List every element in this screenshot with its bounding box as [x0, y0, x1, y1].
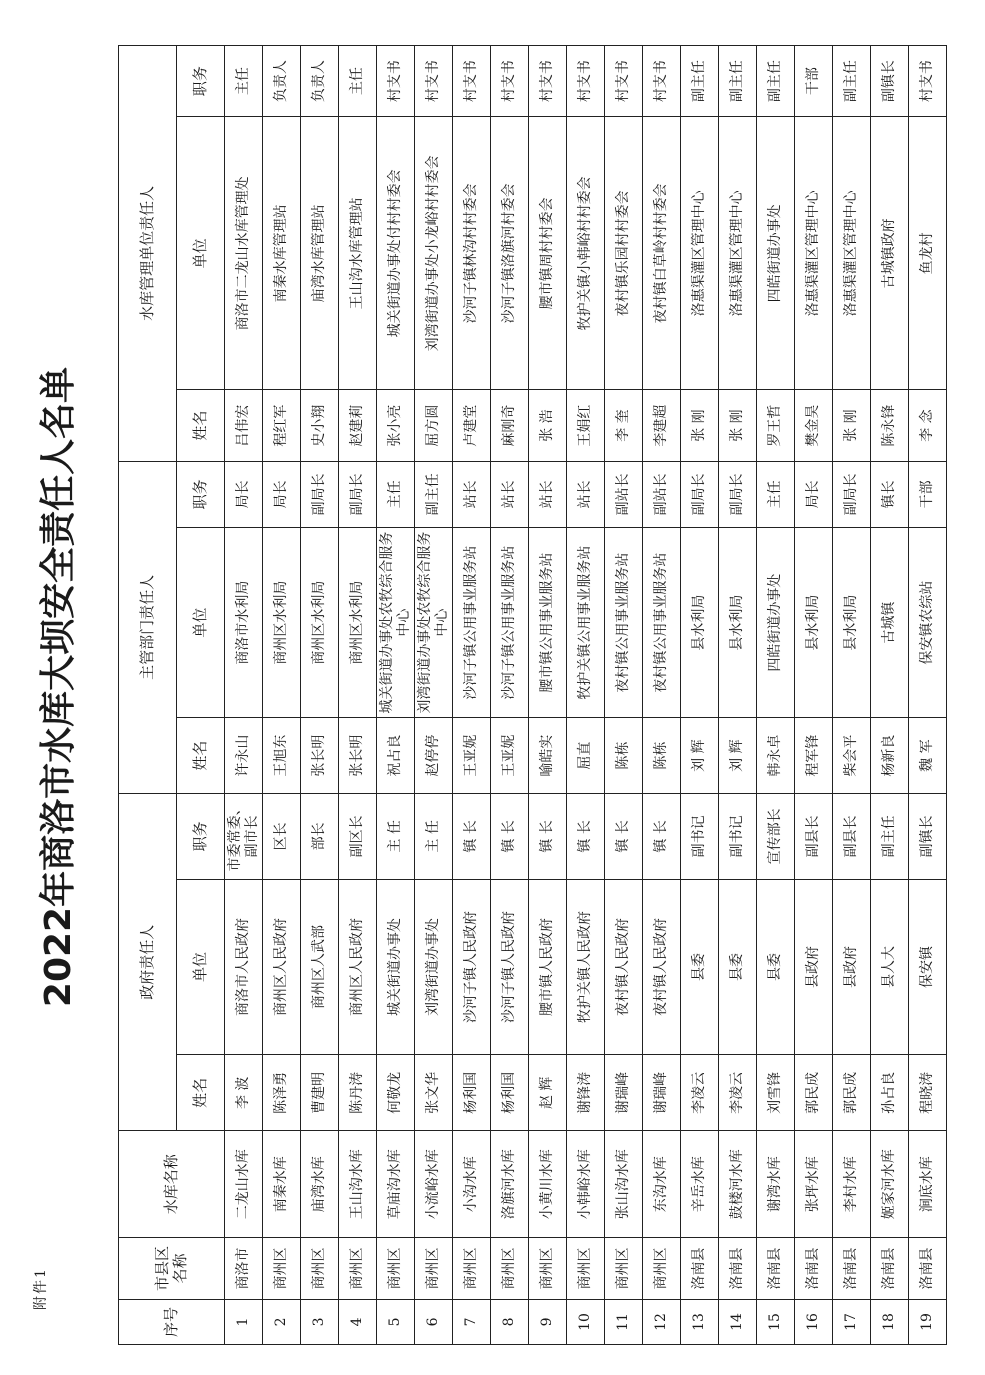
cell-dept-unit: 腰市镇公用事业服务站 [529, 528, 567, 718]
cell-gov-post: 副县长 [833, 794, 871, 879]
cell-mgmt-name: 李建超 [643, 390, 681, 461]
header-gov-unit: 单位 [177, 879, 225, 1055]
cell-dept-post: 副站长 [605, 461, 643, 527]
cell-mgmt-name: 麻刚奇 [491, 390, 529, 461]
cell-mgmt-name: 张 浩 [529, 390, 567, 461]
header-gov-post: 职务 [177, 794, 225, 879]
cell-mgmt-post: 副主任 [833, 46, 871, 117]
cell-county: 洛南县 [719, 1238, 757, 1300]
cell-dept-unit: 县水利局 [833, 528, 871, 718]
cell-dept-post: 镇长 [871, 461, 909, 527]
cell-seq: 14 [719, 1299, 757, 1344]
cell-gov-post: 副主任 [871, 794, 909, 879]
cell-seq: 9 [529, 1299, 567, 1344]
cell-dept-name: 柴会平 [833, 718, 871, 794]
cell-county: 洛南县 [757, 1238, 795, 1300]
cell-reservoir: 二龙山水库 [225, 1131, 263, 1238]
cell-gov-name: 曹建明 [301, 1055, 339, 1131]
attachment-label: 附件1 [33, 1267, 49, 1310]
header-dept-name: 姓名 [177, 718, 225, 794]
cell-dept-name: 王亚妮 [453, 718, 491, 794]
cell-mgmt-name: 罗王哲 [757, 390, 795, 461]
cell-gov-post: 市委常委、副市长 [225, 794, 263, 879]
cell-mgmt-post: 村支书 [377, 46, 415, 117]
table-row [301, 46, 339, 1345]
table-row [491, 46, 529, 1345]
cell-dept-unit: 县水利局 [719, 528, 757, 718]
cell-gov-name: 李凌云 [681, 1055, 719, 1131]
cell-mgmt-name: 赵建莉 [339, 390, 377, 461]
cell-gov-unit: 县人大 [871, 879, 909, 1055]
cell-mgmt-post: 村支书 [491, 46, 529, 117]
responsibility-table [118, 45, 947, 1345]
cell-mgmt-unit: 腰市镇周村村委会 [529, 117, 567, 390]
cell-county: 商州区 [453, 1238, 491, 1300]
cell-gov-unit: 腰市镇人民政府 [529, 879, 567, 1055]
cell-reservoir: 小韩峪水库 [567, 1131, 605, 1238]
cell-county: 商州区 [491, 1238, 529, 1300]
cell-mgmt-unit: 牧护关镇小韩峪村村委会 [567, 117, 605, 390]
cell-reservoir: 李村水库 [833, 1131, 871, 1238]
cell-mgmt-unit: 刘湾街道办事处小龙峪村村委会 [415, 117, 453, 390]
cell-reservoir: 鼓楼河水库 [719, 1131, 757, 1238]
cell-reservoir: 辛岳水库 [681, 1131, 719, 1238]
table-row [529, 46, 567, 1345]
header-seq: 序号 [119, 1299, 225, 1344]
cell-dept-unit: 沙河子镇公用事业服务站 [453, 528, 491, 718]
cell-gov-post: 宣传部长 [757, 794, 795, 879]
cell-dept-name: 屈直 [567, 718, 605, 794]
cell-mgmt-name: 李 念 [909, 390, 947, 461]
cell-dept-unit: 牧护关镇公用事业服务站 [567, 528, 605, 718]
cell-mgmt-unit: 洛惠渠灌区管理中心 [833, 117, 871, 390]
cell-reservoir: 东沟水库 [643, 1131, 681, 1238]
cell-dept-post: 副局长 [833, 461, 871, 527]
cell-dept-name: 杨新良 [871, 718, 909, 794]
cell-mgmt-post: 副主任 [757, 46, 795, 117]
cell-reservoir: 庙湾水库 [301, 1131, 339, 1238]
table-row [605, 46, 643, 1345]
cell-seq: 12 [643, 1299, 681, 1344]
cell-dept-post: 副局长 [301, 461, 339, 527]
cell-gov-name: 张文华 [415, 1055, 453, 1131]
table-row [833, 46, 871, 1345]
cell-seq: 5 [377, 1299, 415, 1344]
cell-gov-name: 杨利国 [491, 1055, 529, 1131]
cell-gov-unit: 保安镇 [909, 879, 947, 1055]
table-row [719, 46, 757, 1345]
cell-gov-name: 陈泽勇 [263, 1055, 301, 1131]
cell-mgmt-post: 主任 [339, 46, 377, 117]
cell-mgmt-name: 史小翔 [301, 390, 339, 461]
cell-gov-post: 镇 长 [605, 794, 643, 879]
header-mgmt-post: 职务 [177, 46, 225, 117]
cell-dept-unit: 古城镇 [871, 528, 909, 718]
cell-dept-post: 站长 [453, 461, 491, 527]
cell-reservoir: 小流峪水库 [415, 1131, 453, 1238]
cell-gov-name: 孙占良 [871, 1055, 909, 1131]
table-row [871, 46, 909, 1345]
cell-dept-name: 祝占良 [377, 718, 415, 794]
cell-gov-name: 赵 辉 [529, 1055, 567, 1131]
cell-gov-name: 郭民成 [795, 1055, 833, 1131]
cell-mgmt-name: 卢建堂 [453, 390, 491, 461]
cell-seq: 6 [415, 1299, 453, 1344]
cell-county: 洛南县 [795, 1238, 833, 1300]
cell-mgmt-unit: 夜村镇乐园村村委会 [605, 117, 643, 390]
cell-mgmt-unit: 鱼龙村 [909, 117, 947, 390]
cell-mgmt-post: 负责人 [301, 46, 339, 117]
cell-dept-name: 张长明 [339, 718, 377, 794]
cell-reservoir: 小沟水库 [453, 1131, 491, 1238]
cell-gov-unit: 县委 [681, 879, 719, 1055]
header-dept-unit: 单位 [177, 528, 225, 718]
header-county: 市县区名称 [119, 1238, 225, 1300]
cell-dept-unit: 沙河子镇公用事业服务站 [491, 528, 529, 718]
cell-county: 洛南县 [909, 1238, 947, 1300]
cell-gov-post: 镇 长 [453, 794, 491, 879]
cell-mgmt-unit: 夜村镇白草岭村村委会 [643, 117, 681, 390]
cell-gov-post: 镇 长 [567, 794, 605, 879]
cell-gov-unit: 县政府 [833, 879, 871, 1055]
cell-county: 商州区 [377, 1238, 415, 1300]
cell-mgmt-post: 副主任 [681, 46, 719, 117]
table-row [909, 46, 947, 1345]
cell-mgmt-name: 张小亮 [377, 390, 415, 461]
cell-gov-name: 杨利国 [453, 1055, 491, 1131]
cell-dept-name: 王亚妮 [491, 718, 529, 794]
cell-dept-name: 张长明 [301, 718, 339, 794]
cell-county: 商州区 [263, 1238, 301, 1300]
cell-mgmt-name: 李 奎 [605, 390, 643, 461]
cell-dept-post: 局长 [225, 461, 263, 527]
cell-dept-unit: 商州区水利局 [263, 528, 301, 718]
cell-dept-unit: 县水利局 [795, 528, 833, 718]
cell-mgmt-unit: 洛惠渠灌区管理中心 [681, 117, 719, 390]
cell-seq: 15 [757, 1299, 795, 1344]
table-row [453, 46, 491, 1345]
cell-mgmt-name: 樊金昊 [795, 390, 833, 461]
table-row [757, 46, 795, 1345]
cell-seq: 10 [567, 1299, 605, 1344]
cell-seq: 4 [339, 1299, 377, 1344]
cell-mgmt-name: 吕伟宏 [225, 390, 263, 461]
cell-seq: 2 [263, 1299, 301, 1344]
cell-gov-unit: 县委 [757, 879, 795, 1055]
cell-dept-unit: 城关街道办事处农牧综合服务中心 [377, 528, 415, 718]
cell-dept-post: 副主任 [415, 461, 453, 527]
table-row [415, 46, 453, 1345]
cell-seq: 17 [833, 1299, 871, 1344]
cell-mgmt-name: 程红军 [263, 390, 301, 461]
cell-county: 商州区 [415, 1238, 453, 1300]
cell-dept-unit: 刘湾街道办事处农牧综合服务中心 [415, 528, 453, 718]
cell-dept-post: 站长 [491, 461, 529, 527]
cell-gov-unit: 刘湾街道办事处 [415, 879, 453, 1055]
cell-dept-unit: 夜村镇公用事业服务站 [605, 528, 643, 718]
header-mgmt-group: 水库管理单位责任人 [119, 46, 177, 462]
cell-dept-unit: 商州区水利局 [301, 528, 339, 718]
cell-gov-unit: 夜村镇人民政府 [643, 879, 681, 1055]
cell-county: 洛南县 [681, 1238, 719, 1300]
cell-mgmt-post: 村支书 [567, 46, 605, 117]
cell-mgmt-name: 张 刚 [719, 390, 757, 461]
cell-mgmt-unit: 四皓街道办事处 [757, 117, 795, 390]
document-title: 2022年商洛市水库大坝安全责任人名单 [38, 366, 79, 1008]
cell-dept-post: 副局长 [339, 461, 377, 527]
cell-dept-post: 副站长 [643, 461, 681, 527]
cell-gov-name: 谢瑞峰 [643, 1055, 681, 1131]
cell-mgmt-unit: 城关街道办事处付村村委会 [377, 117, 415, 390]
header-dept-group: 主管部门责任人 [119, 461, 177, 793]
cell-mgmt-post: 村支书 [453, 46, 491, 117]
cell-mgmt-name: 张 刚 [681, 390, 719, 461]
header-reservoir: 水库名称 [119, 1131, 225, 1238]
table-row [643, 46, 681, 1345]
cell-gov-post: 主 任 [377, 794, 415, 879]
table-row [795, 46, 833, 1345]
cell-gov-name: 李 波 [225, 1055, 263, 1131]
cell-seq: 8 [491, 1299, 529, 1344]
cell-dept-name: 刘 辉 [719, 718, 757, 794]
cell-gov-unit: 夜村镇人民政府 [605, 879, 643, 1055]
cell-gov-unit: 商州区人民政府 [339, 879, 377, 1055]
cell-gov-unit: 沙河子镇人民政府 [491, 879, 529, 1055]
cell-mgmt-unit: 沙河子镇洛旗河村委会 [491, 117, 529, 390]
cell-mgmt-unit: 沙河子镇林沟村村委会 [453, 117, 491, 390]
cell-dept-name: 韩永卓 [757, 718, 795, 794]
cell-dept-unit: 商州区水利局 [339, 528, 377, 718]
cell-gov-post: 副区长 [339, 794, 377, 879]
cell-county: 商州区 [605, 1238, 643, 1300]
cell-seq: 7 [453, 1299, 491, 1344]
cell-dept-post: 副局长 [681, 461, 719, 527]
table-row [225, 46, 263, 1345]
cell-mgmt-post: 村支书 [909, 46, 947, 117]
cell-reservoir: 王山沟水库 [339, 1131, 377, 1238]
cell-mgmt-unit: 古城镇政府 [871, 117, 909, 390]
header-dept-post: 职务 [177, 461, 225, 527]
header-mgmt-name: 姓名 [177, 390, 225, 461]
cell-mgmt-name: 陈永锋 [871, 390, 909, 461]
table-row [567, 46, 605, 1345]
cell-mgmt-name: 屈方圆 [415, 390, 453, 461]
cell-gov-name: 陈丹涛 [339, 1055, 377, 1131]
rotated-table-container [118, 45, 946, 1345]
cell-dept-post: 干部 [909, 461, 947, 527]
cell-gov-unit: 沙河子镇人民政府 [453, 879, 491, 1055]
cell-reservoir: 南秦水库 [263, 1131, 301, 1238]
cell-gov-name: 谢瑞峰 [605, 1055, 643, 1131]
cell-dept-name: 陈栋 [643, 718, 681, 794]
cell-dept-name: 程军锋 [795, 718, 833, 794]
cell-dept-post: 局长 [795, 461, 833, 527]
cell-mgmt-post: 干部 [795, 46, 833, 117]
cell-gov-post: 副书记 [719, 794, 757, 879]
cell-reservoir: 姬家河水库 [871, 1131, 909, 1238]
cell-county: 商州区 [643, 1238, 681, 1300]
header-gov-name: 姓名 [177, 1055, 225, 1131]
cell-county: 商洛市 [225, 1238, 263, 1300]
header-mgmt-unit: 单位 [177, 117, 225, 390]
cell-mgmt-name: 张 刚 [833, 390, 871, 461]
cell-seq: 3 [301, 1299, 339, 1344]
cell-seq: 18 [871, 1299, 909, 1344]
cell-county: 商州区 [529, 1238, 567, 1300]
cell-gov-unit: 县委 [719, 879, 757, 1055]
cell-mgmt-post: 副主任 [719, 46, 757, 117]
cell-mgmt-post: 主任 [225, 46, 263, 117]
cell-dept-post: 站长 [567, 461, 605, 527]
cell-mgmt-post: 村支书 [643, 46, 681, 117]
table-row [263, 46, 301, 1345]
cell-dept-post: 主任 [757, 461, 795, 527]
cell-gov-name: 郭民成 [833, 1055, 871, 1131]
header-gov-group: 政府责任人 [119, 794, 177, 1131]
cell-gov-post: 镇 长 [529, 794, 567, 879]
cell-gov-name: 刘雪锋 [757, 1055, 795, 1131]
cell-dept-unit: 县水利局 [681, 528, 719, 718]
cell-dept-name: 刘 辉 [681, 718, 719, 794]
cell-gov-name: 程晓涛 [909, 1055, 947, 1131]
cell-seq: 11 [605, 1299, 643, 1344]
cell-gov-unit: 商洛市人民政府 [225, 879, 263, 1055]
cell-gov-post: 镇 长 [491, 794, 529, 879]
cell-county: 商州区 [567, 1238, 605, 1300]
cell-dept-post: 主任 [377, 461, 415, 527]
cell-gov-name: 李凌云 [719, 1055, 757, 1131]
cell-dept-name: 魏 军 [909, 718, 947, 794]
cell-dept-name: 赵停停 [415, 718, 453, 794]
cell-mgmt-unit: 洛惠渠灌区管理中心 [719, 117, 757, 390]
cell-dept-post: 副局长 [719, 461, 757, 527]
cell-reservoir: 草庙沟水库 [377, 1131, 415, 1238]
cell-dept-unit: 四皓街道办事处 [757, 528, 795, 718]
cell-dept-name: 陈栋 [605, 718, 643, 794]
cell-mgmt-unit: 洛惠渠灌区管理中心 [795, 117, 833, 390]
cell-gov-post: 主 任 [415, 794, 453, 879]
cell-dept-post: 局长 [263, 461, 301, 527]
cell-seq: 1 [225, 1299, 263, 1344]
cell-gov-unit: 县政府 [795, 879, 833, 1055]
cell-dept-unit: 夜村镇公用事业服务站 [643, 528, 681, 718]
cell-mgmt-post: 副镇长 [871, 46, 909, 117]
cell-reservoir: 张坪水库 [795, 1131, 833, 1238]
cell-mgmt-post: 村支书 [415, 46, 453, 117]
cell-county: 商州区 [301, 1238, 339, 1300]
cell-gov-unit: 商州区人武部 [301, 879, 339, 1055]
cell-mgmt-unit: 王山沟水库管理站 [339, 117, 377, 390]
cell-mgmt-post: 负责人 [263, 46, 301, 117]
cell-reservoir: 谢湾水库 [757, 1131, 795, 1238]
table-row [339, 46, 377, 1345]
cell-reservoir: 小黄川水库 [529, 1131, 567, 1238]
cell-reservoir: 洛旗河水库 [491, 1131, 529, 1238]
cell-seq: 13 [681, 1299, 719, 1344]
cell-gov-post: 副镇长 [909, 794, 947, 879]
cell-county: 商州区 [339, 1238, 377, 1300]
cell-gov-post: 镇 长 [643, 794, 681, 879]
cell-gov-post: 区长 [263, 794, 301, 879]
cell-dept-name: 许永山 [225, 718, 263, 794]
cell-dept-unit: 商洛市水利局 [225, 528, 263, 718]
cell-reservoir: 涧底水库 [909, 1131, 947, 1238]
cell-mgmt-unit: 商洛市二龙山水库管理处 [225, 117, 263, 390]
cell-mgmt-unit: 南秦水库管理站 [263, 117, 301, 390]
cell-mgmt-post: 村支书 [605, 46, 643, 117]
cell-dept-name: 喻皓实 [529, 718, 567, 794]
cell-dept-name: 王旭东 [263, 718, 301, 794]
table-row [377, 46, 415, 1345]
cell-county: 洛南县 [871, 1238, 909, 1300]
cell-gov-unit: 商州区人民政府 [263, 879, 301, 1055]
cell-gov-unit: 牧护关镇人民政府 [567, 879, 605, 1055]
cell-mgmt-post: 村支书 [529, 46, 567, 117]
cell-county: 洛南县 [833, 1238, 871, 1300]
cell-mgmt-unit: 庙湾水库管理站 [301, 117, 339, 390]
cell-gov-name: 何敬龙 [377, 1055, 415, 1131]
cell-gov-unit: 城关街道办事处 [377, 879, 415, 1055]
cell-seq: 19 [909, 1299, 947, 1344]
table-row [681, 46, 719, 1345]
cell-dept-unit: 保安镇农综站 [909, 528, 947, 718]
cell-gov-post: 部长 [301, 794, 339, 879]
cell-seq: 16 [795, 1299, 833, 1344]
cell-mgmt-name: 王娟红 [567, 390, 605, 461]
cell-gov-name: 谢锋涛 [567, 1055, 605, 1131]
cell-reservoir: 张山沟水库 [605, 1131, 643, 1238]
cell-gov-post: 副县长 [795, 794, 833, 879]
cell-gov-post: 副书记 [681, 794, 719, 879]
cell-dept-post: 站长 [529, 461, 567, 527]
